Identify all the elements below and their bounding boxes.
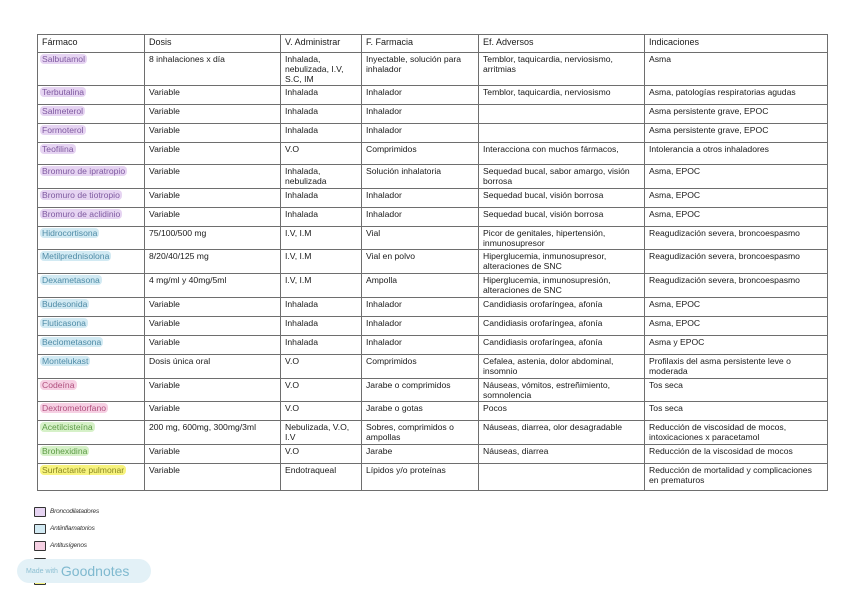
cell-dosis: 8 inhalaciones x día: [145, 53, 281, 86]
cell-dosis: Variable: [145, 105, 281, 124]
cell-indicaciones: Asma, EPOC: [645, 317, 828, 336]
drug-name-highlight: Hidrocortisona: [42, 228, 98, 238]
cell-efectos: Náuseas, vómitos, estreñimiento, somnolencia: [479, 379, 645, 402]
cell-forma: Inhalador: [362, 317, 479, 336]
table-row: [38, 355, 828, 379]
cell-forma: Inhalador: [362, 208, 479, 227]
legend-swatch: [34, 507, 46, 517]
cell-dosis: 200 mg, 600mg, 300mg/3ml: [145, 421, 281, 445]
drug-name-highlight: Dextrometorfano: [42, 403, 107, 413]
legend-item: [34, 537, 99, 554]
cell-forma: Vial en polvo: [362, 250, 479, 274]
cell-farmaco: [38, 274, 145, 298]
drug-name-highlight: Salmeterol: [42, 106, 84, 116]
table-row: [38, 445, 828, 464]
cell-farmaco: [38, 105, 145, 124]
cell-via: Inhalada: [281, 298, 362, 317]
cell-farmaco: [38, 379, 145, 402]
table-row: [38, 464, 828, 491]
cell-indicaciones: Reagudización severa, broncoespasmo: [645, 227, 828, 250]
cell-efectos: Interacciona con muchos fármacos,: [479, 143, 645, 165]
cell-indicaciones: Tos seca: [645, 379, 828, 402]
legend-item: [34, 520, 99, 537]
drug-name-highlight: Terbutalina: [42, 87, 85, 97]
cell-farmaco: [38, 402, 145, 421]
cell-farmaco: [38, 53, 145, 86]
cell-dosis: Variable: [145, 124, 281, 143]
drug-name-highlight: Formoterol: [42, 125, 84, 135]
drug-name-highlight: Codeína: [42, 380, 75, 390]
cell-via: Inhalada: [281, 208, 362, 227]
cell-via: Inhalada, nebulizada: [281, 165, 362, 189]
cell-via: Inhalada: [281, 86, 362, 105]
cell-indicaciones: Reducción de la viscosidad de mocos: [645, 445, 828, 464]
drug-name-highlight: Budesonida: [42, 299, 88, 309]
cell-efectos: Candidiasis orofaríngea, afonía: [479, 317, 645, 336]
cell-via: Inhalada: [281, 124, 362, 143]
cell-via: V.O: [281, 379, 362, 402]
cell-farmaco: [38, 227, 145, 250]
cell-dosis: Variable: [145, 402, 281, 421]
drug-name-highlight: Brohexidina: [42, 446, 88, 456]
legend-swatch: [34, 541, 46, 551]
cell-dosis: 4 mg/ml y 40mg/5ml: [145, 274, 281, 298]
cell-farmaco: [38, 298, 145, 317]
cell-forma: Comprimidos: [362, 143, 479, 165]
cell-efectos: Picor de genitales, hipertensión, inmunosupresor: [479, 227, 645, 250]
cell-forma: Solución inhalatoria: [362, 165, 479, 189]
cell-farmaco: [38, 86, 145, 105]
cell-indicaciones: Asma, EPOC: [645, 189, 828, 208]
cell-dosis: Variable: [145, 165, 281, 189]
cell-forma: Jarabe: [362, 445, 479, 464]
cell-dosis: Dosis única oral: [145, 355, 281, 379]
cell-farmaco: [38, 143, 145, 165]
cell-efectos: Temblor, taquicardia, nerviosismo, arritmias: [479, 53, 645, 86]
cell-efectos: Náuseas, diarrea, olor desagradable: [479, 421, 645, 445]
cell-dosis: Variable: [145, 336, 281, 355]
cell-forma: Inyectable, solución para inhalador: [362, 53, 479, 86]
cell-via: V.O: [281, 445, 362, 464]
drug-name-highlight: Bromuro de ipratropio: [42, 166, 126, 176]
drug-name-highlight: Bromuro de aclidinio: [42, 209, 121, 219]
cell-efectos: [479, 105, 645, 124]
cell-efectos: Hiperglucemia, inmunosupresor, alteraciones de SNC: [479, 250, 645, 274]
drug-name-highlight: Beclometasona: [42, 337, 102, 347]
drug-name-highlight: Surfactante pulmonar: [42, 465, 125, 475]
cell-via: V.O: [281, 143, 362, 165]
table-row: [38, 379, 828, 402]
table-row: [38, 250, 828, 274]
cell-dosis: Variable: [145, 445, 281, 464]
cell-farmaco: [38, 336, 145, 355]
cell-via: V.O: [281, 402, 362, 421]
cell-efectos: Hiperglucemia, inmunosupresión, alteraciones de SNC: [479, 274, 645, 298]
drug-name-highlight: Salbutamol: [42, 54, 85, 64]
cell-forma: Inhalador: [362, 124, 479, 143]
table-row: [38, 165, 828, 189]
cell-dosis: Variable: [145, 464, 281, 491]
cell-forma: Jarabe o comprimidos: [362, 379, 479, 402]
cell-dosis: 8/20/40/125 mg: [145, 250, 281, 274]
cell-efectos: Pocos: [479, 402, 645, 421]
table-row: [38, 208, 828, 227]
cell-forma: Ampolla: [362, 274, 479, 298]
drug-name-highlight: Acetilcisteína: [42, 422, 93, 432]
cell-farmaco: [38, 165, 145, 189]
cell-farmaco: [38, 250, 145, 274]
drug-name-highlight: Metilprednisolona: [42, 251, 110, 261]
cell-indicaciones: Intolerancia a otros inhaladores: [645, 143, 828, 165]
cell-dosis: Variable: [145, 298, 281, 317]
watermark-brand: Goodnotes: [60, 563, 130, 579]
legend-label: Antitusígenos: [50, 542, 87, 549]
cell-efectos: [479, 464, 645, 491]
cell-via: Nebulizada, V.O, I.V: [281, 421, 362, 445]
cell-farmaco: [38, 124, 145, 143]
cell-indicaciones: Reagudización severa, broncoespasmo: [645, 274, 828, 298]
cell-indicaciones: Asma persistente grave, EPOC: [645, 105, 828, 124]
cell-forma: Sobres, comprimidos o ampollas: [362, 421, 479, 445]
drug-name-highlight: Teofilina: [42, 144, 74, 154]
cell-efectos: Sequedad bucal, visión borrosa: [479, 208, 645, 227]
cell-via: Inhalada, nebulizada, I.V, S.C, IM: [281, 53, 362, 86]
table-body: [38, 53, 828, 491]
cell-via: Inhalada: [281, 317, 362, 336]
drug-name-highlight: Bromuro de tiotropio: [42, 190, 120, 200]
header-forma: F. Farmacia: [362, 35, 479, 53]
legend-label: Antiinflamatorios: [50, 525, 95, 532]
cell-dosis: 75/100/500 mg: [145, 227, 281, 250]
cell-forma: Inhalador: [362, 298, 479, 317]
cell-indicaciones: Tos seca: [645, 402, 828, 421]
cell-dosis: Variable: [145, 208, 281, 227]
drug-name-highlight: Dexametasona: [42, 275, 100, 285]
table-row: [38, 86, 828, 105]
cell-forma: Inhalador: [362, 86, 479, 105]
table-row: [38, 143, 828, 165]
table-row: [38, 298, 828, 317]
cell-dosis: Variable: [145, 379, 281, 402]
cell-indicaciones: Asma, EPOC: [645, 298, 828, 317]
cell-farmaco: [38, 208, 145, 227]
cell-dosis: Variable: [145, 86, 281, 105]
cell-indicaciones: Reagudización severa, broncoespasmo: [645, 250, 828, 274]
cell-efectos: Sequedad bucal, visión borrosa: [479, 189, 645, 208]
cell-indicaciones: Asma, patologías respiratorias agudas: [645, 86, 828, 105]
table-row: [38, 227, 828, 250]
cell-forma: Inhalador: [362, 189, 479, 208]
cell-via: Inhalada: [281, 336, 362, 355]
cell-forma: Comprimidos: [362, 355, 479, 379]
cell-via: I.V, I.M: [281, 227, 362, 250]
cell-efectos: [479, 124, 645, 143]
cell-via: Endotraqueal: [281, 464, 362, 491]
cell-forma: Inhalador: [362, 336, 479, 355]
cell-indicaciones: Asma, EPOC: [645, 165, 828, 189]
table-row: [38, 53, 828, 86]
cell-forma: Lípidos y/o proteínas: [362, 464, 479, 491]
header-dosis: Dosis: [145, 35, 281, 53]
goodnotes-watermark: [17, 559, 151, 583]
cell-efectos: Náuseas, diarrea: [479, 445, 645, 464]
table-row: [38, 274, 828, 298]
cell-dosis: Variable: [145, 317, 281, 336]
cell-via: I.V, I.M: [281, 274, 362, 298]
cell-farmaco: [38, 464, 145, 491]
header-efectos: Ef. Adversos: [479, 35, 645, 53]
cell-indicaciones: Profilaxis del asma persistente leve o moderada: [645, 355, 828, 379]
cell-via: V.O: [281, 355, 362, 379]
header-farmaco: Fármaco: [38, 35, 145, 53]
watermark-small-text: Made with: [26, 567, 58, 575]
drug-table: [37, 34, 828, 491]
legend-label: Broncodilatadores: [50, 508, 99, 515]
cell-efectos: Candidiasis orofaríngea, afonía: [479, 336, 645, 355]
table-row: [38, 124, 828, 143]
cell-forma: Vial: [362, 227, 479, 250]
cell-efectos: Sequedad bucal, sabor amargo, visión borrosa: [479, 165, 645, 189]
cell-indicaciones: Reducción de mortalidad y complicaciones en prematuros: [645, 464, 828, 491]
table-row: [38, 105, 828, 124]
cell-farmaco: [38, 421, 145, 445]
table-row: [38, 317, 828, 336]
cell-farmaco: [38, 355, 145, 379]
table-header-row: [38, 35, 828, 53]
cell-farmaco: [38, 189, 145, 208]
cell-forma: Inhalador: [362, 105, 479, 124]
cell-dosis: Variable: [145, 189, 281, 208]
cell-indicaciones: Asma: [645, 53, 828, 86]
legend-swatch: [34, 524, 46, 534]
cell-efectos: Candidiasis orofaríngea, afonía: [479, 298, 645, 317]
cell-forma: Jarabe o gotas: [362, 402, 479, 421]
cell-indicaciones: Reducción de viscosidad de mocos, intoxicaciones x paracetamol: [645, 421, 828, 445]
cell-efectos: Temblor, taquicardia, nerviosismo: [479, 86, 645, 105]
cell-dosis: Variable: [145, 143, 281, 165]
cell-via: Inhalada: [281, 105, 362, 124]
table-row: [38, 402, 828, 421]
table-row: [38, 421, 828, 445]
legend-item: [34, 503, 99, 520]
cell-via: Inhalada: [281, 189, 362, 208]
drug-name-highlight: Fluticasona: [42, 318, 86, 328]
table-row: [38, 336, 828, 355]
drug-name-highlight: Montelukast: [42, 356, 89, 366]
cell-farmaco: [38, 445, 145, 464]
cell-efectos: Cefalea, astenia, dolor abdominal, insomnio: [479, 355, 645, 379]
table-row: [38, 189, 828, 208]
cell-via: I.V, I.M: [281, 250, 362, 274]
cell-indicaciones: Asma, EPOC: [645, 208, 828, 227]
cell-indicaciones: Asma y EPOC: [645, 336, 828, 355]
cell-farmaco: [38, 317, 145, 336]
header-indicaciones: Indicaciones: [645, 35, 828, 53]
header-via: V. Administrar: [281, 35, 362, 53]
cell-indicaciones: Asma persistente grave, EPOC: [645, 124, 828, 143]
